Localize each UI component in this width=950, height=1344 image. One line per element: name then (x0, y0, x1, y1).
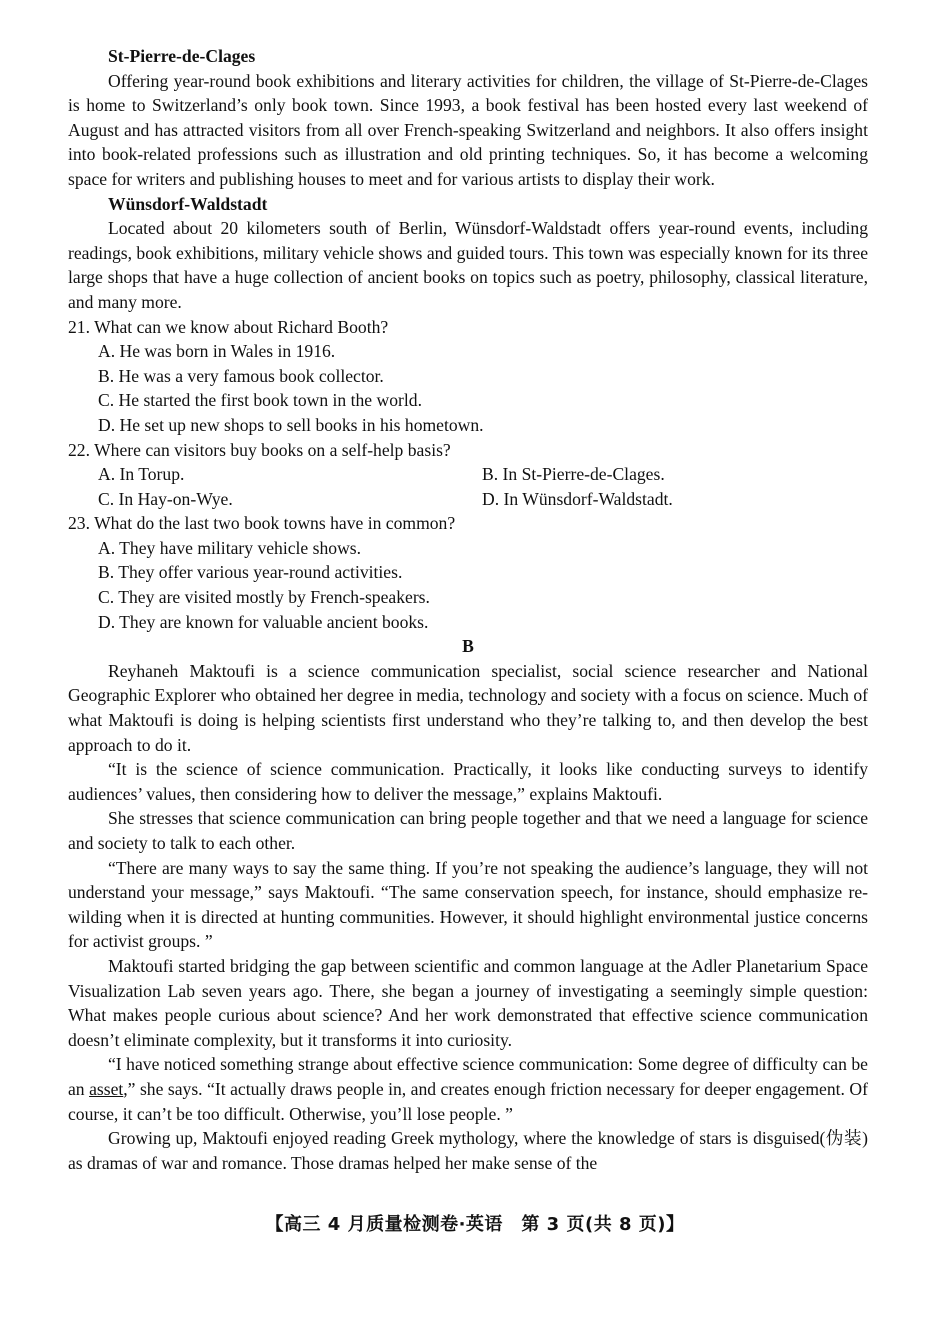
paragraph-b-1: Reyhaneh Maktoufi is a science communication specialist, social science researcher and National Geographic Explorer who obtained her degree in media, technology and society with a focus on science. Much of what Maktoufi is doing is helping scientists first understand who they’re talking to, and then develop the best approach to do it. (68, 660, 868, 755)
question-stem: 23. What do the last two book towns have in common? (68, 513, 456, 534)
option-d: D. They are known for valuable ancient books. (98, 611, 429, 632)
option-a: A. In Torup. (98, 464, 185, 485)
page-footer: 【高三 4 月质量检测卷·英语 第 3 页(共 8 页)】 (265, 1214, 685, 1235)
question-22 (68, 438, 868, 512)
option-d: D. He set up new shops to sell books in his hometown. (98, 414, 484, 435)
underlined-word-asset: asset (89, 1078, 124, 1099)
paragraph-b-6-start: “I have noticed something strange about effective science communication: Some degree of difficulty can be an (68, 1054, 868, 1099)
option-d: D. In Wünsdorf-Waldstadt. (482, 488, 673, 509)
option-c: C. He started the first book town in the world. (98, 390, 422, 411)
option-a: A. They have military vehicle shows. (98, 537, 362, 558)
option-b: B. They offer various year-round activities. (98, 562, 403, 583)
paragraph-b-6-end: ,” she says. “It actually draws people in, and creates enough friction necessary for deeper engagement. Of course, it can’t be too difficult. Otherwise, you’ll lose people. ” (68, 1078, 868, 1124)
paragraph-b-6 (68, 1052, 868, 1126)
paragraph-st-pierre: Offering year-round book exhibitions and literary activities for children, the village of St-Pierre-de-Clages is home to Switzerland’s only book town. Since 1993, a book festival has been hosted every last weekend of August and has attracted visitors from all over French-speaking Switzerland and neighbors. It also offers insight into book-related professions such as illustration and old printing techniques. So, it has become a welcoming space for writers and publishing houses to meet and for various artists to display their work. (68, 70, 868, 189)
question-stem: 21. What can we know about Richard Booth? (68, 316, 389, 337)
option-a: A. He was born in Wales in 1916. (98, 341, 336, 362)
paragraph-b-2: “It is the science of science communication. Practically, it looks like conducting surveys to identify audiences’ values, then considering how to deliver the message,” explains Maktoufi. (68, 759, 868, 804)
page-content (68, 44, 868, 1175)
paragraph-wunsdorf: Located about 20 kilometers south of Berlin, Wünsdorf-Waldstadt offers year-round events, including readings, book exhibitions, military vehicle shows and guided tours. This town was especially known for its three large shops that have a huge collection of ancient books on topics such as poetry, philosophy, classical literature, and many more. (68, 218, 868, 312)
paragraph-b-3: She stresses that science communication can bring people together and that we need a language for science and society to talk to each other. (68, 808, 868, 853)
heading-st-pierre: St-Pierre-de-Clages (108, 46, 256, 66)
paragraph-b-5: Maktoufi started bridging the gap between scientific and common language at the Adler Planetarium Space Visualization Lab seven years ago. There, she began a journey of investigating a seemingly simple question: What makes people curious about science? And her work demonstrated that effective science communication doesn’t eliminate complexity, but it transforms it into curiosity. (68, 955, 868, 1050)
option-b: B. He was a very famous book collector. (98, 365, 384, 386)
question-23 (68, 511, 868, 634)
question-stem: 22. Where can visitors buy books on a self-help basis? (68, 439, 451, 460)
option-c: C. They are visited mostly by French-speakers. (98, 587, 430, 608)
paragraph-b-7: Growing up, Maktoufi enjoyed reading Greek mythology, where the knowledge of stars is disguised(伪装) as dramas of war and romance. Those dramas helped her make sense of the (68, 1128, 868, 1173)
section-label-b: B (462, 636, 474, 657)
option-c: C. In Hay-on-Wye. (98, 488, 233, 509)
option-b: B. In St-Pierre-de-Clages. (482, 464, 665, 485)
question-21 (68, 315, 868, 438)
heading-wunsdorf: Wünsdorf-Waldstadt (108, 193, 268, 214)
paragraph-b-4: “There are many ways to say the same thing. If you’re not speaking the audience’s language, they will not understand your message,” says Maktoufi. “The same conservation speech, for instance, should emphasize re-wilding when it is directed at hunting communities. However, it should highlight environmental justice concerns for activist groups. ” (68, 857, 868, 952)
